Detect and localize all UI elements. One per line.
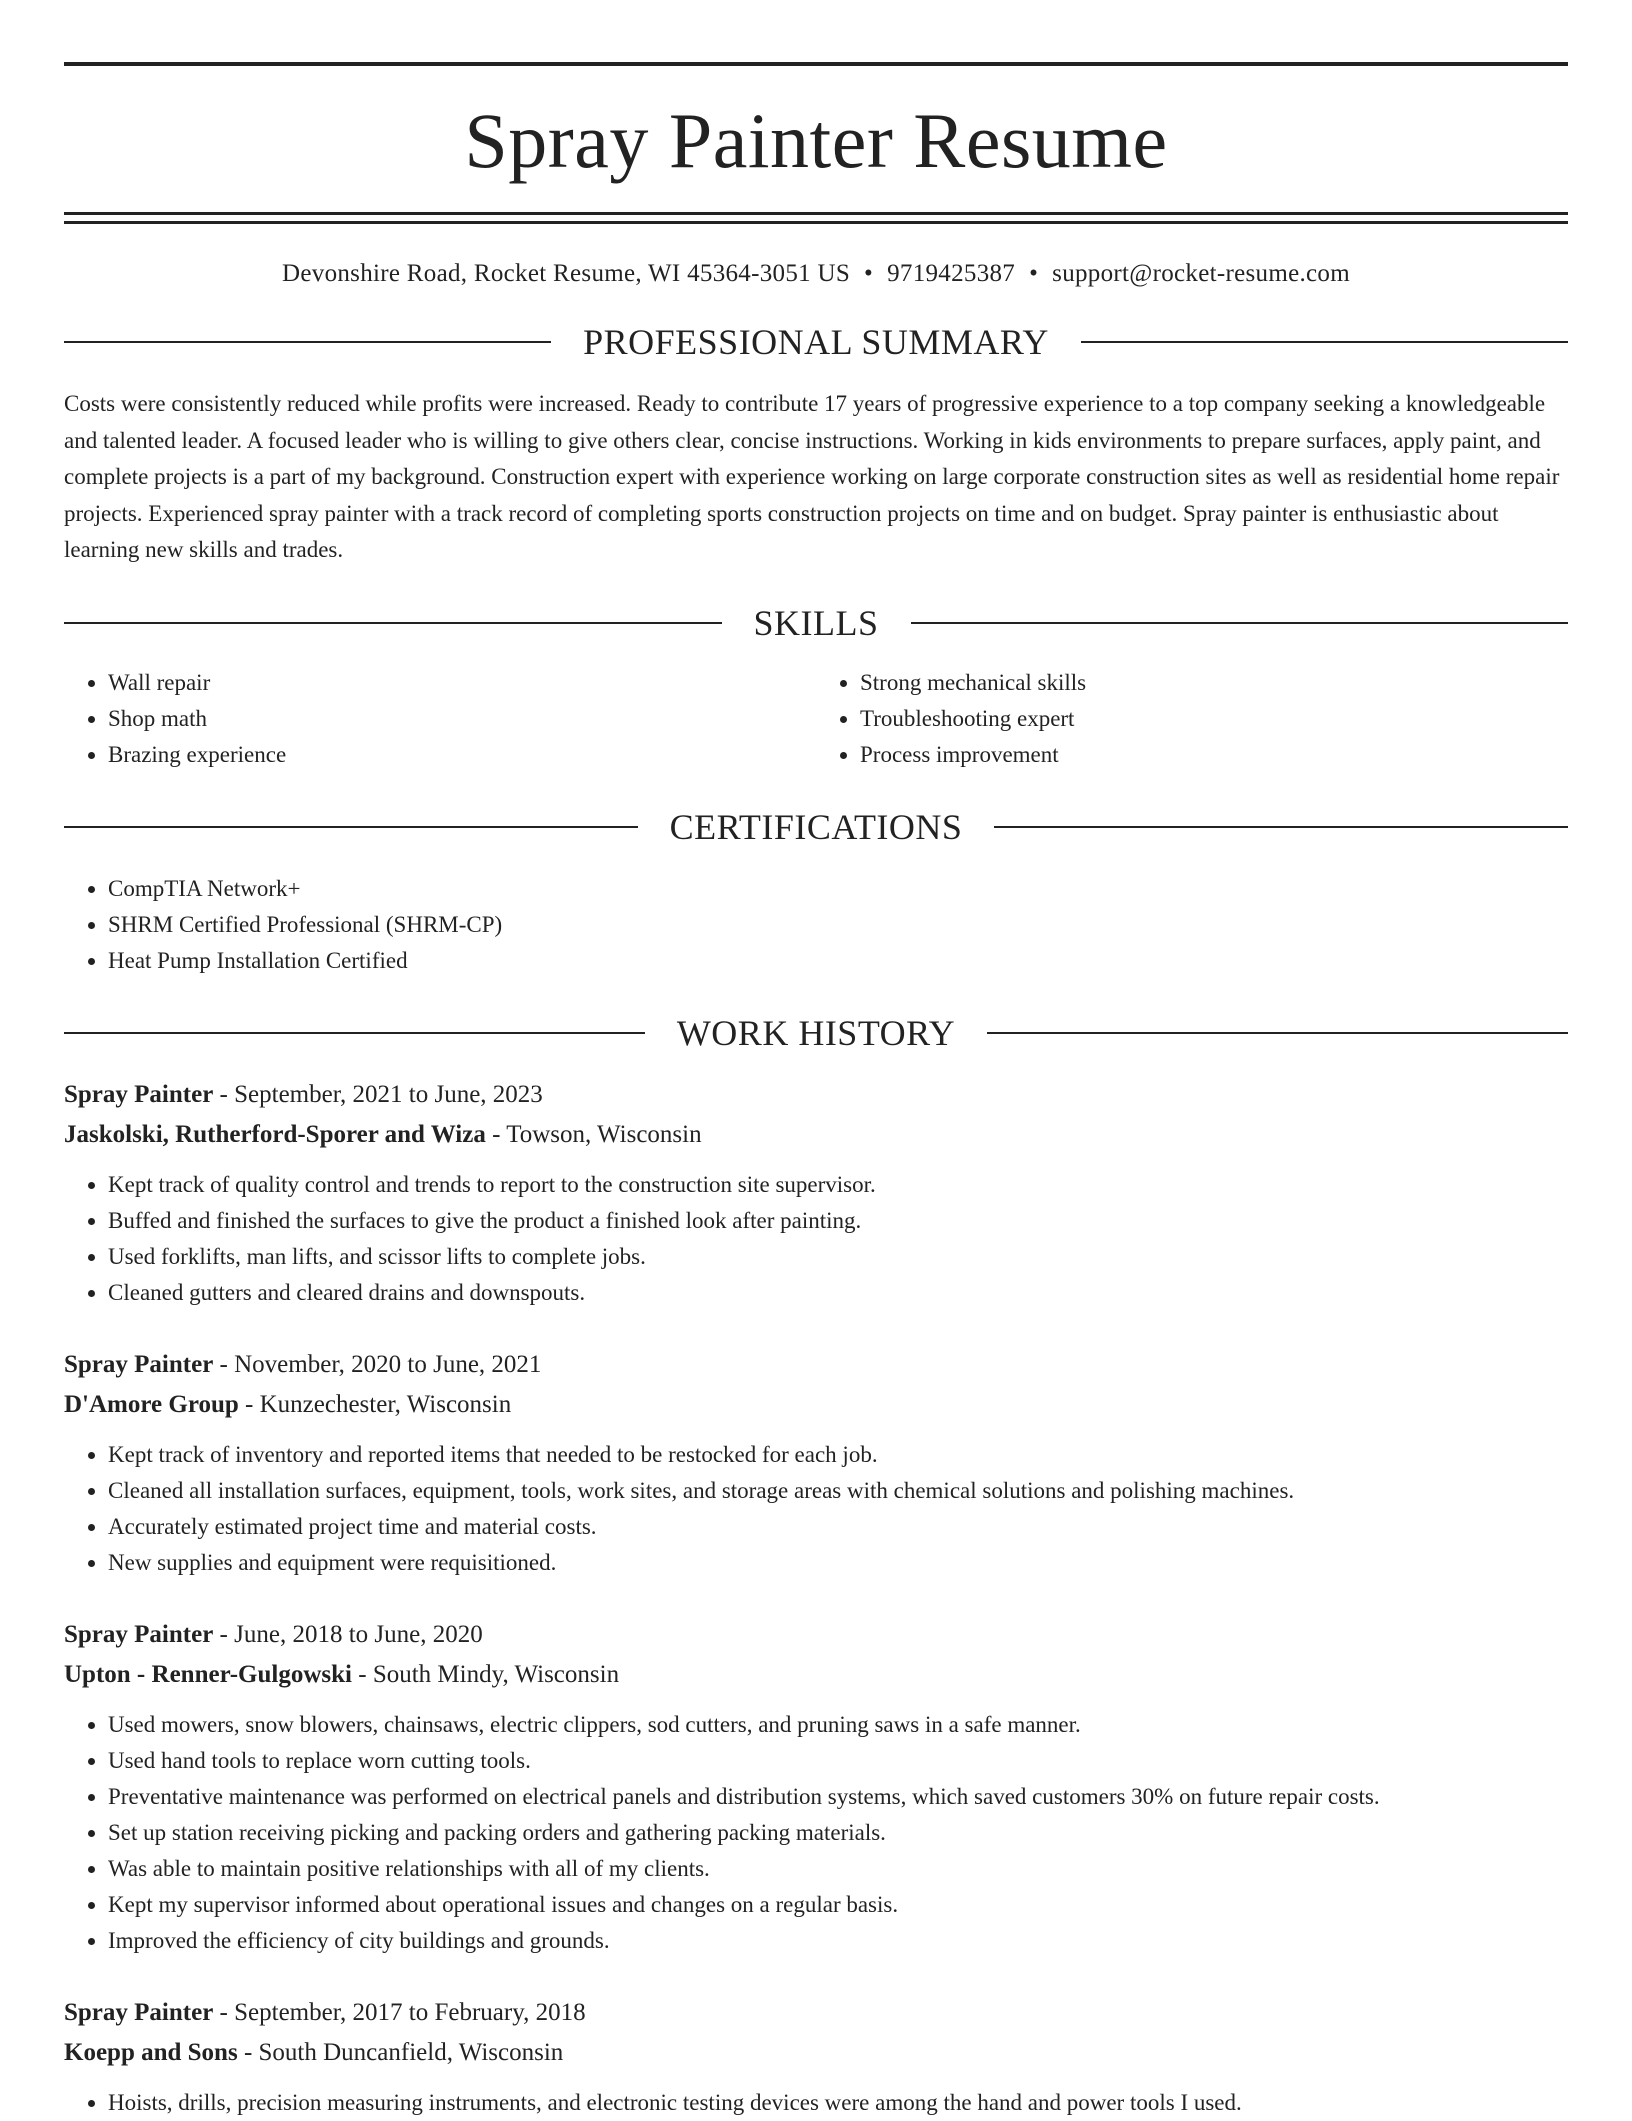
- section-heading-skills: [64, 602, 1568, 643]
- job-title: Spray Painter: [64, 1998, 214, 2026]
- job-company-line: Upton - Renner-Gulgowski - South Mindy, Wisconsin: [64, 1660, 620, 1688]
- job-entry: [64, 1615, 1568, 1959]
- skill-item: • Process improvement: [860, 737, 1568, 773]
- job-bullet: • Set up station receiving picking and packing orders and gathering packing materials.: [108, 1815, 1568, 1851]
- job-bullets: [64, 1167, 1568, 1311]
- resume-title: Spray Painter Resume: [464, 97, 1168, 184]
- contact-email: support@rocket-resume.com: [1052, 260, 1350, 287]
- skills-list-right: [816, 665, 1568, 773]
- job-dates: September, 2021 to June, 2023: [234, 1080, 543, 1108]
- summary-heading: PROFESSIONAL SUMMARY: [583, 322, 1049, 362]
- job-bullet: • Improved the efficiency of city buildings and grounds.: [108, 1923, 1568, 1959]
- job-bullet: • Accurately estimated project time and material costs.: [108, 1509, 1568, 1545]
- summary-text: Costs were consistently reduced while profits were increased. Ready to contribute 17 years of progressive experience to a top company seeking a knowledgeable and talented leader. A focused leader who is willing to give others clear, concise instructions. Working in kids environments to prepare surfaces, apply paint, and complete projects is a part of my background. Construction expert with experience working on large corporate construction sites as well as residential home repair projects. Experienced spray painter with a track record of completing sports construction projects on time and on budget. Spray painter is enthusiastic about learning new skills and trades.: [64, 391, 1560, 562]
- job-dates: November, 2020 to June, 2021: [234, 1350, 542, 1378]
- certifications-list: [64, 871, 1568, 979]
- job-title: Spray Painter: [64, 1080, 214, 1108]
- contact-address: Devonshire Road, Rocket Resume, WI 45364-3051 US: [282, 260, 851, 287]
- heading-rule-left: [64, 622, 722, 624]
- job-location: South Duncanfield, Wisconsin: [258, 2038, 564, 2066]
- skill-item: • Strong mechanical skills: [860, 665, 1568, 701]
- heading-rule-left: [64, 826, 638, 828]
- job-bullet: • Used hand tools to replace worn cutting tools.: [108, 1743, 1568, 1779]
- job-entry: [64, 1075, 1568, 1311]
- job-bullet: • Kept track of quality control and trends to report to the construction site supervisor.: [108, 1167, 1568, 1203]
- contact-separator: •: [864, 260, 874, 287]
- job-title-line: Spray Painter - November, 2020 to June, 2021: [64, 1350, 542, 1378]
- top-rule: [64, 62, 1568, 66]
- job-title: Spray Painter: [64, 1350, 214, 1378]
- heading-rule-right: [1081, 341, 1568, 343]
- job-company-line: Koepp and Sons - South Duncanfield, Wisconsin: [64, 2038, 564, 2066]
- job-title-line: Spray Painter - June, 2018 to June, 2020: [64, 1620, 483, 1648]
- job-bullet: • Was able to maintain positive relationships with all of my clients.: [108, 1851, 1568, 1887]
- work-history-heading: WORK HISTORY: [676, 1012, 956, 1053]
- section-heading-certifications: [64, 806, 1568, 847]
- job-location: South Mindy, Wisconsin: [372, 1660, 620, 1688]
- contact-phone: 9719425387: [887, 260, 1016, 287]
- job-bullets: [64, 1707, 1568, 1959]
- resume-page: [64, 0, 1568, 2121]
- job-title: Spray Painter: [64, 1620, 214, 1648]
- job-bullet: • Hoists, drills, precision measuring instruments, and electronic testing devices were among the hand and power tools I used.: [108, 2085, 1568, 2121]
- title-double-rule: [64, 212, 1568, 224]
- certifications-heading: CERTIFICATIONS: [669, 806, 963, 847]
- job-entry: [64, 1993, 1568, 2121]
- job-dates: September, 2017 to February, 2018: [234, 1998, 586, 2026]
- job-company: D'Amore Group: [64, 1390, 239, 1418]
- certification-item: • Heat Pump Installation Certified: [108, 943, 1568, 979]
- certification-item: • CompTIA Network+: [108, 871, 1568, 907]
- skill-item: • Wall repair: [108, 665, 816, 701]
- job-bullets: [64, 1437, 1568, 1581]
- job-company: Upton - Renner-Gulgowski: [64, 1660, 352, 1688]
- job-bullet: • Cleaned all installation surfaces, equipment, tools, work sites, and storage areas with chemical solutions and polishing machines.: [108, 1473, 1568, 1509]
- job-bullets: [64, 2085, 1568, 2121]
- job-bullet: • Preventative maintenance was performed on electrical panels and distribution systems, which saved customers 30% on future repair costs.: [108, 1779, 1568, 1815]
- skill-item: • Troubleshooting expert: [860, 701, 1568, 737]
- contact-line: [64, 260, 1568, 288]
- job-entry: [64, 1345, 1568, 1581]
- skill-item: • Brazing experience: [108, 737, 816, 773]
- certification-item: • SHRM Certified Professional (SHRM-CP): [108, 907, 1568, 943]
- job-title-line: Spray Painter - September, 2017 to February, 2018: [64, 1998, 586, 2026]
- job-company-line: D'Amore Group - Kunzechester, Wisconsin: [64, 1390, 512, 1418]
- heading-rule-right: [911, 622, 1569, 624]
- heading-rule-left: [64, 341, 551, 343]
- job-bullet: • Buffed and finished the surfaces to give the product a finished look after painting.: [108, 1203, 1568, 1239]
- job-bullet: • Kept my supervisor informed about operational issues and changes on a regular basis.: [108, 1887, 1568, 1923]
- job-bullet: • Kept track of inventory and reported items that needed to be restocked for each job.: [108, 1437, 1568, 1473]
- job-location: Kunzechester, Wisconsin: [259, 1390, 512, 1418]
- job-dates: June, 2018 to June, 2020: [234, 1620, 483, 1648]
- section-heading-work-history: [64, 1012, 1568, 1053]
- heading-rule-right: [994, 826, 1568, 828]
- skills-columns: [64, 665, 1568, 773]
- job-bullet: • Used forklifts, man lifts, and scissor lifts to complete jobs.: [108, 1239, 1568, 1275]
- job-bullet: • Used mowers, snow blowers, chainsaws, electric clippers, sod cutters, and pruning saws in a safe manner.: [108, 1707, 1568, 1743]
- job-bullet: • New supplies and equipment were requisitioned.: [108, 1545, 1568, 1581]
- job-company: Jaskolski, Rutherford-Sporer and Wiza: [64, 1120, 486, 1148]
- heading-rule-right: [987, 1032, 1568, 1034]
- skills-heading: SKILLS: [753, 602, 879, 643]
- job-bullet: • Cleaned gutters and cleared drains and downspouts.: [108, 1275, 1568, 1311]
- skill-item: • Shop math: [108, 701, 816, 737]
- job-company-line: Jaskolski, Rutherford-Sporer and Wiza - Towson, Wisconsin: [64, 1120, 702, 1148]
- heading-rule-left: [64, 1032, 645, 1034]
- skills-list-left: [64, 665, 816, 773]
- job-company: Koepp and Sons: [64, 2038, 238, 2066]
- job-location: Towson, Wisconsin: [506, 1120, 702, 1148]
- job-title-line: Spray Painter - September, 2021 to June, 2023: [64, 1080, 543, 1108]
- section-heading-summary: [64, 324, 1568, 360]
- contact-separator: •: [1029, 260, 1039, 287]
